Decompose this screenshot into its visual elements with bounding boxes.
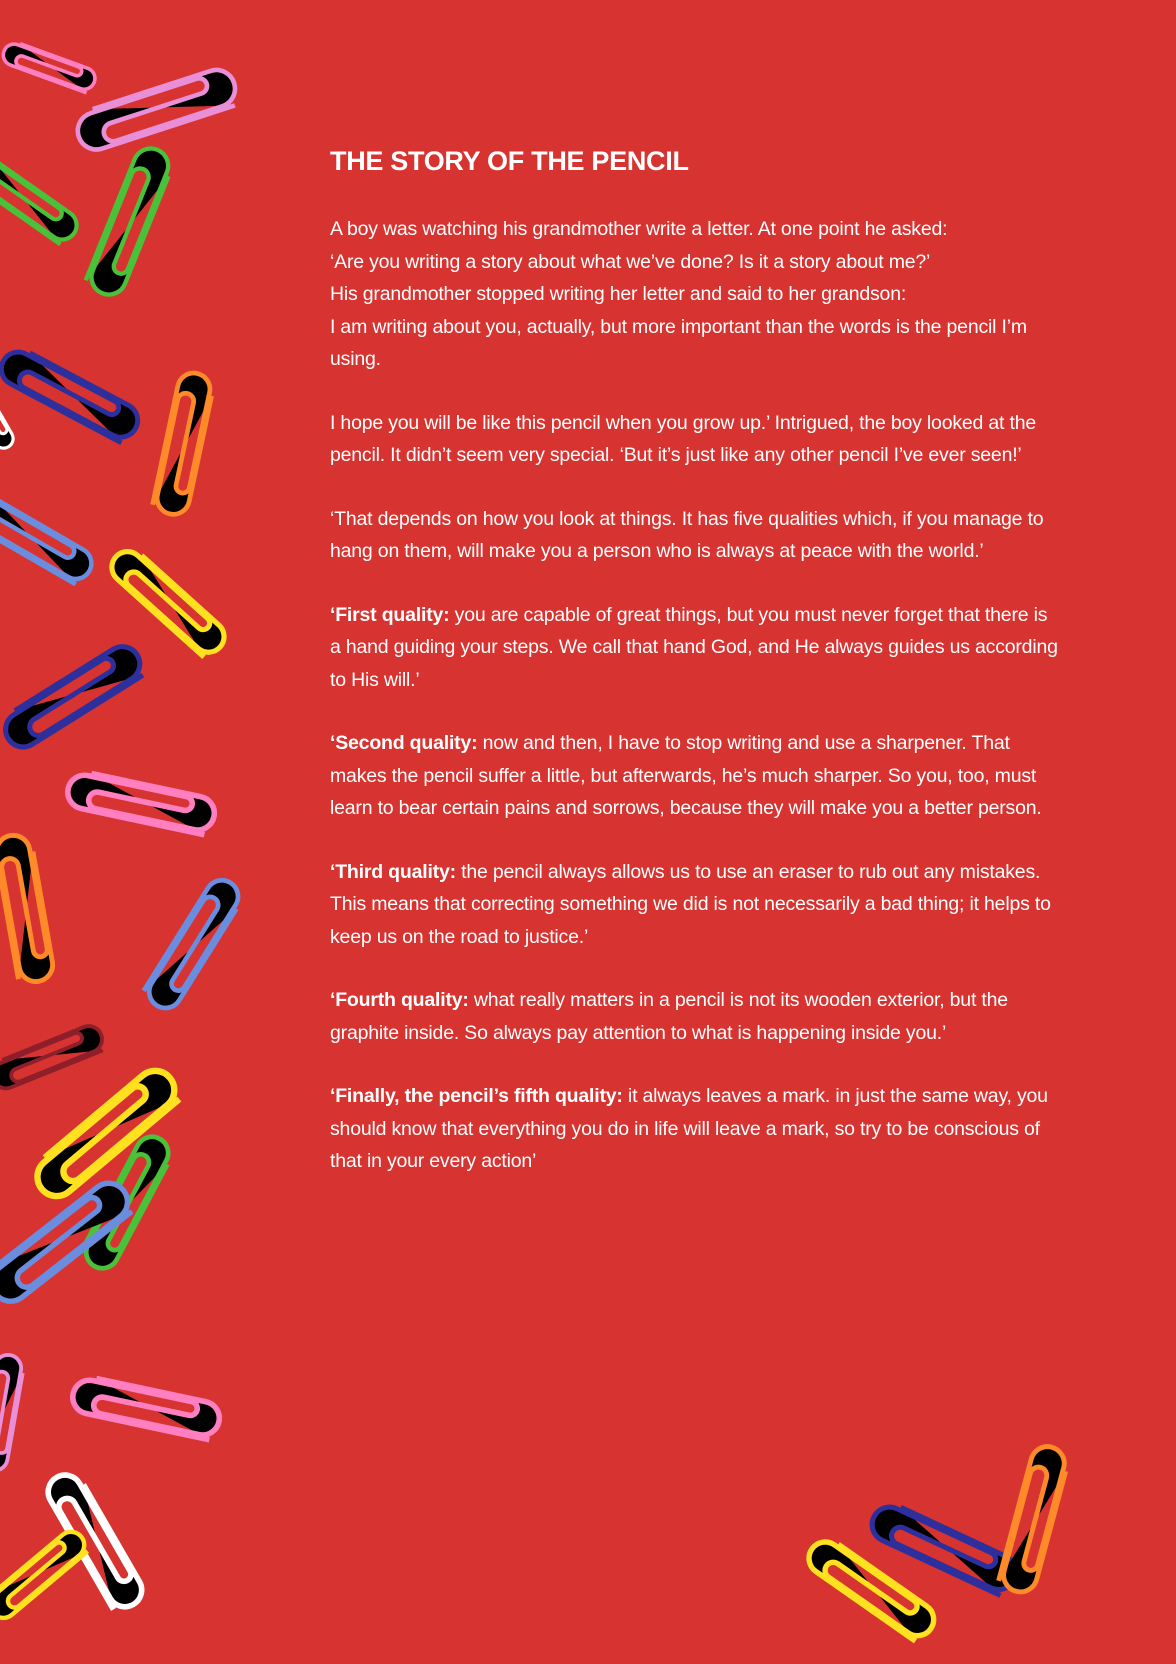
- quality-lead: ‘Finally, the pencil’s fifth quality:: [330, 1085, 623, 1107]
- paperclip-icon: [0, 640, 148, 753]
- quality-text: it always leaves a mark. in just the same way, you should know that everything you do in life will leave a mark, so try to be conscious of that in your every action’: [330, 1085, 1048, 1172]
- story-paragraph: ‘That depends on how you look at things. It has five qualities which, if you manage to hang on them, will make you a person who is always at peace with the world.’: [330, 507, 1044, 562]
- quality-text: what really matters in a pencil is not its wooden exterior, but the graphite inside. So always pay attention to what is happening inside you.’: [330, 989, 1008, 1044]
- paperclip-icon: [0, 489, 97, 587]
- quality-paragraph-first: [330, 599, 1060, 697]
- paperclip-icon: [997, 1443, 1071, 1596]
- paperclip-icon: [0, 1353, 25, 1473]
- intro-line: His grandmother stopped writing her letter and said to her grandson:: [330, 283, 907, 305]
- quality-paragraph-second: [330, 727, 1060, 825]
- intro-line: A boy was watching his grandmother write a letter. At one point he asked:: [330, 218, 948, 240]
- paperclip-icon: [141, 874, 247, 1014]
- quality-lead: ‘Third quality:: [330, 860, 456, 883]
- quality-text: now and then, I have to stop writing and use a sharpener. That makes the pencil suffer a little, but afterwards, he’s much sharper. So you, too, must learn to bear certain pains and sorrows, because they will make you a better person.: [330, 732, 1042, 819]
- quality-lead: ‘First quality:: [330, 603, 450, 626]
- quality-paragraph-fourth: [330, 984, 1060, 1049]
- quality-paragraph-third: [330, 856, 1060, 954]
- paperclip-icon: [65, 769, 218, 835]
- intro-paragraph: [330, 213, 1060, 376]
- paperclip-icon: [0, 1022, 107, 1092]
- paperclip-icon: [84, 143, 177, 300]
- page-title: THE STORY OF THE PENCIL: [330, 146, 689, 176]
- paperclip-icon: [70, 1374, 223, 1440]
- quality-paragraph-fifth: [330, 1080, 1060, 1178]
- paperclip-icon: [151, 370, 215, 517]
- paperclip-icon: [0, 1526, 91, 1623]
- quality-text: you are capable of great things, but you must never forget that there is a hand guiding your steps. We call that hand God, and He always guides us according to His will.’: [330, 603, 1058, 691]
- intro-line: ‘Are you writing a story about what we’ve done? Is it a story about me?’: [330, 250, 931, 273]
- quality-lead: ‘Second quality:: [330, 732, 478, 754]
- paperclip-icon: [0, 832, 55, 984]
- story-content: [330, 146, 1060, 1209]
- story-paragraph: I hope you will be like this pencil when you grow up.’ Intrigued, the boy looked at the pencil. It didn’t seem very special. ‘But it’s just like any other pencil I’ve ever seen!’: [330, 411, 1036, 466]
- paperclip-icon: [72, 65, 241, 154]
- paperclip-icon: [0, 39, 98, 94]
- intro-line: I am writing about you, actually, but more important than the words is the pencil I’m using.: [330, 315, 1027, 370]
- quality-text: the pencil always allows us to use an eraser to rub out any mistakes. This means that correcting something we did is not necessarily a bad thing; it helps to keep us on the road to justice.’: [330, 860, 1051, 948]
- paperclip-icon: [105, 543, 230, 660]
- quality-lead: ‘Fourth quality:: [330, 989, 469, 1011]
- paperclip-icon: [803, 1533, 940, 1644]
- paperclip-icon: [0, 149, 82, 248]
- paperclip-icon: [0, 344, 144, 446]
